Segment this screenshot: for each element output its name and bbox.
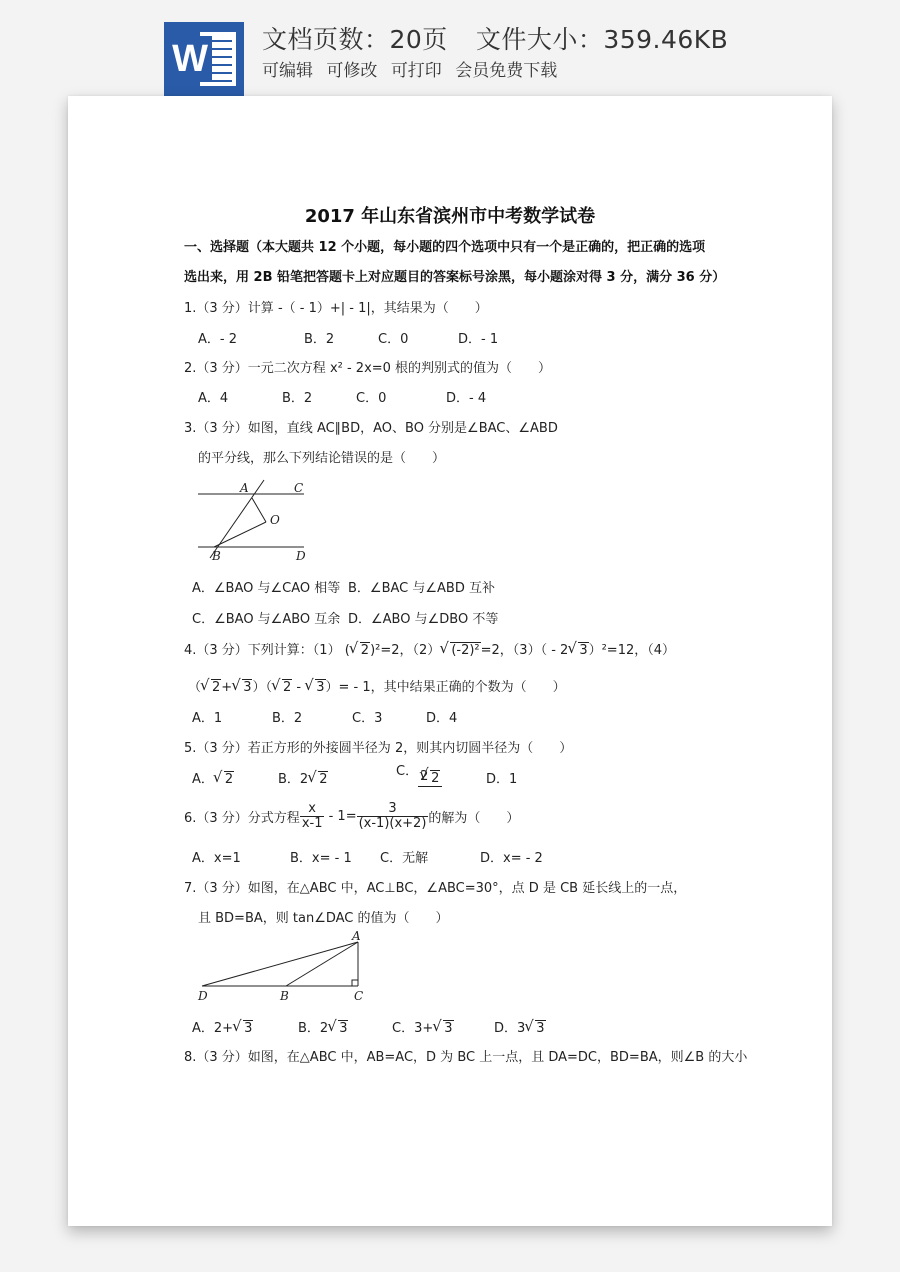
q7-option-d: D．3√ 3 <box>494 1017 546 1036</box>
fig7-label-c: C <box>354 989 364 1003</box>
q2-option-c: C．0 <box>356 391 387 406</box>
q4-option-c: C．3 <box>352 711 383 726</box>
q1-option-c: C．0 <box>378 332 409 347</box>
document-title: 2017 年山东省滨州市中考数学试卷 <box>304 206 596 227</box>
q3-option-c: C．∠BAO 与∠ABO 互余 <box>192 612 341 627</box>
q2-option-d: D．- 4 <box>446 391 487 406</box>
question-6: 6.（3 分）分式方程 $\frac{x}{x-1}$ - 1= $\frac{3}{(x-1)(x+2)}$ 的解为（ ） <box>184 801 520 831</box>
q5-option-c: C． √ 2 2 <box>396 760 418 779</box>
question-3-line-1: 3.（3 分）如图，直线 AC∥BD，AO、BO 分别是∠BAC、∠ABD <box>184 421 558 436</box>
q4-sqrt-4: √ 2 <box>202 679 221 695</box>
q2-option-b: B．2 <box>282 391 313 406</box>
feature-list <box>262 56 565 81</box>
q6-option-c: C．无解 <box>380 851 429 866</box>
question-8: 8.（3 分）如图，在△ABC 中，AB=AC，D 为 BC 上一点，且 DA=DC，BD=BA，则∠B 的大小 <box>184 1050 748 1065</box>
section-header-line-2: 选出来，用 2B 铅笔把答题卡上对应题目的答案标号涂黑，每小题涂对得 3 分，满分 36 分） <box>184 270 726 285</box>
q4-sqrt-3: √ 3 <box>569 642 588 658</box>
fig3-label-a: A <box>240 481 249 495</box>
download-banner <box>0 0 900 100</box>
q6-option-a: A．x=1 <box>192 851 241 866</box>
fig3-label-c: C <box>294 481 304 495</box>
question-1: 1.（3 分）计算 -（ - 1）+| - 1|，其结果为（ ） <box>184 301 488 316</box>
q6-fraction-2: $\frac{3}{(x-1)(x+2)}$ <box>358 801 427 831</box>
word-letter: W <box>168 36 212 82</box>
q3-option-b: B．∠BAC 与∠ABD 互补 <box>348 581 495 596</box>
q4-sqrt-2: √ (-2)² <box>441 642 480 658</box>
q4-sqrt-6: √ 2 <box>273 679 292 695</box>
q6-option-d: D．x= - 2 <box>480 851 543 866</box>
fig3-label-b: B <box>212 549 221 563</box>
question-3-figure <box>192 474 312 564</box>
question-5: 5.（3 分）若正方形的外接圆半径为 2，则其内切圆半径为（ ） <box>184 741 573 756</box>
q5-option-b: B．2√ 2 <box>278 768 328 787</box>
q2-option-a: A．4 <box>198 391 229 406</box>
file-size: 文件大小：359.46KB <box>475 25 729 54</box>
fig7-label-b: B <box>280 989 289 1003</box>
feature-modifiable: 可修改 <box>326 61 378 81</box>
q3-option-d: D．∠ABO 与∠DBO 不等 <box>348 612 499 627</box>
q5-option-d: D．1 <box>486 772 518 787</box>
q4-sqrt-5: √ 3 <box>233 679 252 695</box>
q4-sqrt-7: √ 3 <box>306 679 325 695</box>
banner-title <box>262 20 728 56</box>
fig3-label-o: O <box>270 513 280 527</box>
question-2: 2.（3 分）一元二次方程 x² - 2x=0 根的判别式的值为（ ） <box>184 361 552 376</box>
section-header-line-1: 一、选择题（本大题共 12 个小题，每小题的四个选项中只有一个是正确的，把正确的选项 <box>184 240 706 255</box>
fig3-label-d: D <box>296 549 306 563</box>
q7-option-b: B．2√ 3 <box>298 1017 348 1036</box>
q1-option-b: B．2 <box>304 332 335 347</box>
question-3-line-2: 的平分线，那么下列结论错误的是（ ） <box>198 451 446 466</box>
feature-printable: 可打印 <box>390 61 442 81</box>
word-document-icon <box>164 22 244 96</box>
fig7-label-d: D <box>198 989 208 1003</box>
q5-option-a: A．√ 2 <box>192 768 234 787</box>
feature-editable: 可编辑 <box>262 61 313 81</box>
page-count: 文档页数：20页 <box>262 25 448 54</box>
q1-option-d: D．- 1 <box>458 332 499 347</box>
q1-option-a: A．- 2 <box>198 332 237 347</box>
q4-sqrt-1: √ 2 <box>351 642 370 658</box>
q4-option-a: A．1 <box>192 711 223 726</box>
question-7-figure <box>196 930 376 1006</box>
q4-option-d: D．4 <box>426 711 458 726</box>
q7-option-c: C．3+√ 3 <box>392 1017 454 1036</box>
fig7-label-a: A <box>352 930 361 943</box>
question-4-line-2: （√ 2+√ 3）（√ 2 - √ 3）= - 1，其中结果正确的个数为（ ） <box>188 676 566 695</box>
question-7-line-2: 且 BD=BA，则 tan∠DAC 的值为（ ） <box>198 911 449 926</box>
document-page <box>68 96 832 1226</box>
q7-option-a: A．2+√ 3 <box>192 1017 253 1036</box>
q6-option-b: B．x= - 1 <box>290 851 352 866</box>
q6-fraction-1: $\frac{x}{x-1}$ <box>301 801 323 831</box>
question-7-line-1: 7.（3 分）如图，在△ABC 中，AC⊥BC，∠ABC=30°，点 D 是 CB 延长线上的一点， <box>184 881 687 896</box>
q3-option-a: A．∠BAO 与∠CAO 相等 <box>192 581 341 596</box>
question-4-line-1: 4.（3 分）下列计算：（1） (√ 2)²=2，（2）√ (-2)²=2，（3）（ - 2√ 3）²=12，（4） <box>184 639 675 658</box>
feature-free-download: 会员免费下载 <box>455 61 558 81</box>
q4-option-b: B．2 <box>272 711 303 726</box>
